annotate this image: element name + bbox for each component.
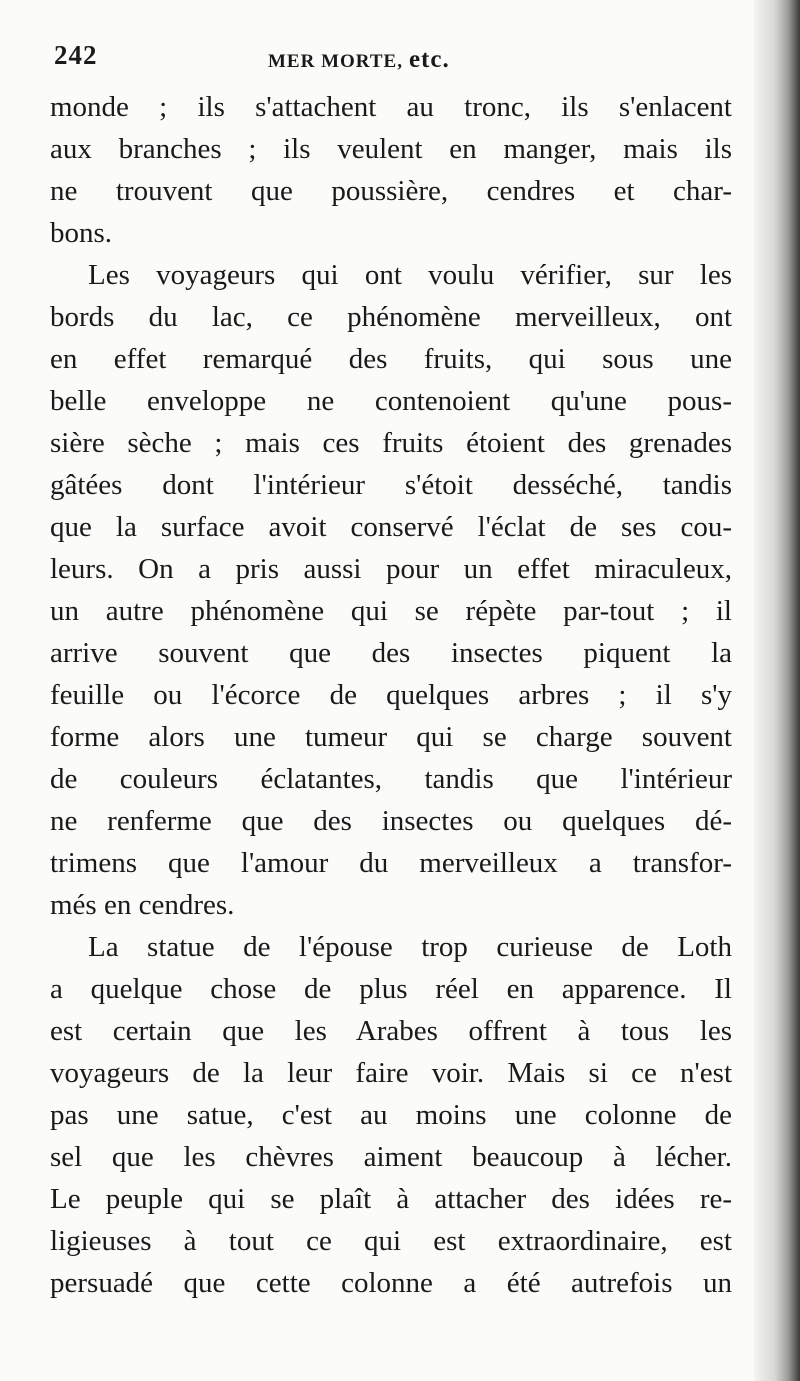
text-line: més en cendres.: [50, 889, 235, 921]
text-line: est certain que les Arabes offrent à tous les: [50, 1015, 732, 1047]
text-line: sière sèche ; mais ces fruits étoient des grenades: [50, 427, 732, 459]
page-number: 242: [54, 40, 98, 70]
text-line: que la surface avoit conservé l'éclat de ses cou-: [50, 511, 732, 543]
page-edge-shadow: [754, 0, 800, 1381]
text-line: Le peuple qui se plaît à attacher des idées re-: [50, 1183, 732, 1215]
text-line: belle enveloppe ne contenoient qu'une pous-: [50, 385, 732, 417]
text-line: trimens que l'amour du merveilleux a transfor-: [50, 847, 732, 879]
text-line: en effet remarqué des fruits, qui sous une: [50, 343, 732, 375]
text-line: feuille ou l'écorce de quelques arbres ; il s'y: [50, 679, 732, 711]
text-line: aux branches ; ils veulent en manger, mais ils: [50, 133, 732, 165]
text-line: ligieuses à tout ce qui est extraordinaire, est: [50, 1225, 732, 1257]
text-line: de couleurs éclatantes, tandis que l'intérieur: [50, 763, 732, 795]
text-line: gâtées dont l'intérieur s'étoit desséché, tandis: [50, 469, 732, 501]
text-line: ne trouvent que poussière, cendres et char-: [50, 175, 732, 207]
text-line: monde ; ils s'attachent au tronc, ils s'enlacent: [50, 91, 732, 123]
text-line: La statue de l'épouse trop curieuse de Loth: [88, 931, 732, 963]
text-line: arrive souvent que des insectes piquent la: [50, 637, 732, 669]
running-title-text: MER MORTE,: [268, 51, 403, 72]
text-line: sel que les chèvres aiment beaucoup à lécher.: [50, 1141, 732, 1173]
text-line: persuadé que cette colonne a été autrefois un: [50, 1267, 732, 1299]
text-line: Les voyageurs qui ont voulu vérifier, sur les: [88, 259, 732, 291]
text-line: bons.: [50, 217, 113, 249]
text-line: forme alors une tumeur qui se charge souvent: [50, 721, 732, 753]
running-title-etc: etc.: [408, 46, 450, 73]
text-line: ne renferme que des insectes ou quelques dé-: [50, 805, 732, 837]
text-line: voyageurs de la leur faire voir. Mais si ce n'est: [50, 1057, 732, 1089]
body-text: [50, 86, 732, 1304]
text-line: bords du lac, ce phénomène merveilleux, ont: [50, 301, 732, 333]
text-line: pas une satue, c'est au moins une colonne de: [50, 1099, 732, 1131]
text-line: un autre phénomène qui se répète par-tout ; il: [50, 595, 732, 627]
text-line: a quelque chose de plus réel en apparence. Il: [50, 973, 732, 1005]
text-line: leurs. On a pris aussi pour un effet miraculeux,: [50, 553, 732, 585]
running-title: [268, 46, 450, 74]
running-head: [54, 40, 740, 84]
